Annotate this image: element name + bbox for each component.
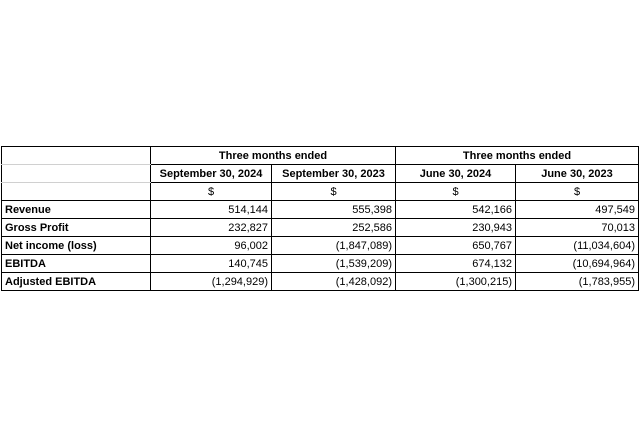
column-header-sep-2024: September 30, 2024 [151, 165, 272, 183]
column-header-jun-2023: June 30, 2023 [516, 165, 639, 183]
value-cell: (1,783,955) [516, 273, 639, 291]
value-cell: 230,943 [396, 219, 516, 237]
row-label-net-income: Net income (loss) [2, 237, 151, 255]
column-header-jun-2024: June 30, 2024 [396, 165, 516, 183]
value-cell: (10,694,964) [516, 255, 639, 273]
table-row [2, 219, 639, 237]
value-cell: 497,549 [516, 201, 639, 219]
table-row [2, 237, 639, 255]
value-cell: 674,132 [396, 255, 516, 273]
currency-row [2, 183, 639, 201]
value-cell: (1,847,089) [272, 237, 396, 255]
group-header-2: Three months ended [396, 147, 639, 165]
table-row [2, 273, 639, 291]
empty-label-cell [2, 165, 151, 183]
group-header-row [2, 147, 639, 165]
row-label-ebitda: EBITDA [2, 255, 151, 273]
currency-cell: $ [151, 183, 272, 201]
currency-cell: $ [396, 183, 516, 201]
value-cell: (1,539,209) [272, 255, 396, 273]
value-cell: 555,398 [272, 201, 396, 219]
empty-label-cell [2, 183, 151, 201]
table-row [2, 201, 639, 219]
value-cell: (1,428,092) [272, 273, 396, 291]
value-cell: (1,294,929) [151, 273, 272, 291]
value-cell: 514,144 [151, 201, 272, 219]
group-header-1: Three months ended [151, 147, 396, 165]
value-cell: 70,013 [516, 219, 639, 237]
empty-corner-cell [2, 147, 151, 165]
value-cell: 542,166 [396, 201, 516, 219]
value-cell: (1,300,215) [396, 273, 516, 291]
row-label-revenue: Revenue [2, 201, 151, 219]
column-header-row [2, 165, 639, 183]
currency-cell: $ [272, 183, 396, 201]
value-cell: 252,586 [272, 219, 396, 237]
column-header-sep-2023: September 30, 2023 [272, 165, 396, 183]
value-cell: (11,034,604) [516, 237, 639, 255]
value-cell: 96,002 [151, 237, 272, 255]
currency-cell: $ [516, 183, 639, 201]
financial-table [1, 146, 639, 291]
value-cell: 140,745 [151, 255, 272, 273]
table-row [2, 255, 639, 273]
value-cell: 232,827 [151, 219, 272, 237]
value-cell: 650,767 [396, 237, 516, 255]
row-label-adjusted-ebitda: Adjusted EBITDA [2, 273, 151, 291]
row-label-gross-profit: Gross Profit [2, 219, 151, 237]
